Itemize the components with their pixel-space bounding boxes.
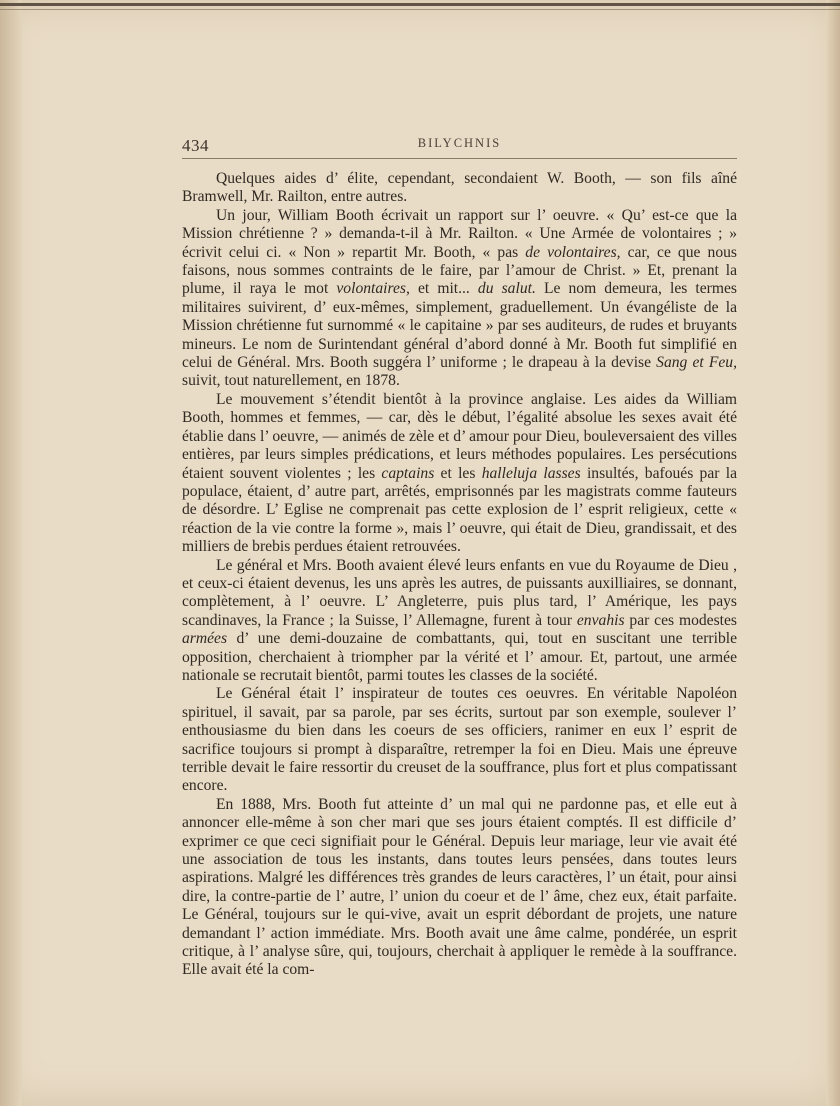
italic-text: envahis [576, 611, 625, 629]
italic-text: captains [381, 464, 435, 482]
paragraph [182, 207, 737, 391]
text-run: Le général et Mrs. Booth avaient élevé leurs enfants en vue du Royaume de Dieu , et ceux-ci étaient devenus, les uns après les autres, de puissants auxilliaires, se donnant, complètement, à l’ oeuvre. L’ Angleterre, puis plus tard, l’ Amérique, les pays scandinaves, la France ; la Suisse, l’ Allemagne, furent à tour [182, 556, 737, 629]
italic-text: halleluja lasses [481, 464, 581, 482]
text-run: Quelques aides d’ élite, cependant, secondaient W. Booth, — son fils aîné Bramwell, Mr. Railton, entre autres. [182, 170, 737, 206]
body-text [182, 170, 737, 980]
page-right-edge [826, 0, 840, 1106]
text-run: Un jour, William Booth écrivait un rapport sur l’ oeuvre. « Qu’ est-ce que la Mission chrétienne ? » demanda-t-il à Mr. Railton. « Une Armée de volontaires ; » écrivit celui ci. « Non » repartit Mr. Booth, « pas [182, 206, 737, 261]
text-run: insultés, bafoués par la populace, étaient, d’ autre part, arrêtés, emprisonnés par les magistrats comme fauteurs de désordre. L’ Eglise ne comprenait pas cette explosion de l’ esprit religieux, cette « réaction de la vie contre la forme », mais l’ oeuvre, qui était de Dieu, grandissait, et des milliers de brebis perdues étaient retrouvées. [182, 464, 737, 556]
text-run: car, ce que nous faisons, nous sommes contraints de le faire, par l’amour de Christ. » Et, prenant la plume, il raya le mot [182, 243, 737, 298]
text-run: et mit... [409, 280, 478, 298]
italic-text: volontaires, [336, 280, 410, 298]
text-run: En 1888, Mrs. Booth fut atteinte d’ un mal qui ne pardonne pas, et elle eut à annoncer elle-même à son cher mari que ses jours étaient comptés. Il est difficile d’ exprimer ce que ceci signifiait pour le Général. Depuis leur mariage, leur vie avait été une association de tous les instants, dans toutes leurs pensées, dans toutes leurs aspirations. Malgré les différences très grandes de leurs caractères, l’ un était, pour ainsi dire, la contre-partie de l’ autre, l’ union du coeur et de l’ âme, chez eux, était parfaite. Le Général, toujours sur le qui-vive, avait un esprit débordant de projets, une nature demandant l’ action immédiate. Mrs. Booth avait une âme calme, pondérée, un esprit critique, à l’ analyse sûre, qui, toujours, cherchait à appliquer le remède à la souffrance. Elle avait été la com- [182, 795, 737, 979]
top-border-rule [0, 3, 840, 6]
text-run: Le Général était l’ inspirateur de toutes ces oeuvres. En véritable Napoléon spirituel, il savait, par sa parole, par ses écrits, surtout par son exemple, soulever l’ enthousiasme du bien dans les coeurs de ses officiers, ranimer en eux l’ esprit de sacrifice toujours si prompt à disparaître, retremper la foi en Dieu. Mais une épreuve terrible devait le faire ressortir du creuset de la souffrance, plus fort et plus compatissant encore. [182, 685, 737, 795]
paragraph [182, 391, 737, 557]
text-run: suivit, tout naturellement, en 1878. [182, 372, 400, 390]
italic-text: Sang et Feu, [656, 354, 737, 372]
page-left-edge [0, 0, 22, 1106]
text-run: Le nom demeura, les termes militaires suivirent, d’ eux-mêmes, simplement, graduellement. Un évangéliste de la Mission chrétienne fut surnommé « le capitaine » par ses auditeurs, de rudes et bruyants mineurs. Le nom de Surintendant général d’abord donné à Mr. Booth fut simplifié en celui de Général. Mrs. Booth suggéra l’ uniforme ; le drapeau à la devise [182, 280, 737, 372]
running-head: BILYCHNIS [417, 136, 502, 150]
text-run: et les [434, 464, 482, 482]
text-run: Le mouvement s’étendit bientôt à la province anglaise. Les aides da William Booth, hommes et femmes, — car, dès le début, l’égalité absolue les sexes avait été établie dans l’ oeuvre, — animés de zèle et d’ amour pour Dieu, bouleversaient des villes entières, par leurs simples prédications, et leurs méthodes populaires. Les persécutions étaient souvent violentes ; les [182, 390, 737, 482]
header-rule [182, 158, 737, 159]
text-run: par ces modestes [624, 611, 737, 629]
top-border-rule-thin [0, 9, 840, 10]
paragraph [182, 557, 737, 686]
page-number: 434 [182, 136, 209, 155]
italic-text: armées [182, 630, 228, 648]
paragraph [182, 170, 737, 207]
italic-text: du salut. [477, 280, 536, 298]
text-run: d’ une demi-douzaine de combattants, qui, tout en suscitant une terrible opposition, cherchaient à triompher par la vérité et l’ amour. Et, partout, une armée nationale se recrutait bientôt, parmi toutes les classes de la société. [182, 630, 737, 684]
italic-text: de volontaires, [525, 243, 621, 261]
paragraph [182, 796, 737, 980]
paragraph [182, 685, 737, 795]
page-header [182, 132, 737, 154]
